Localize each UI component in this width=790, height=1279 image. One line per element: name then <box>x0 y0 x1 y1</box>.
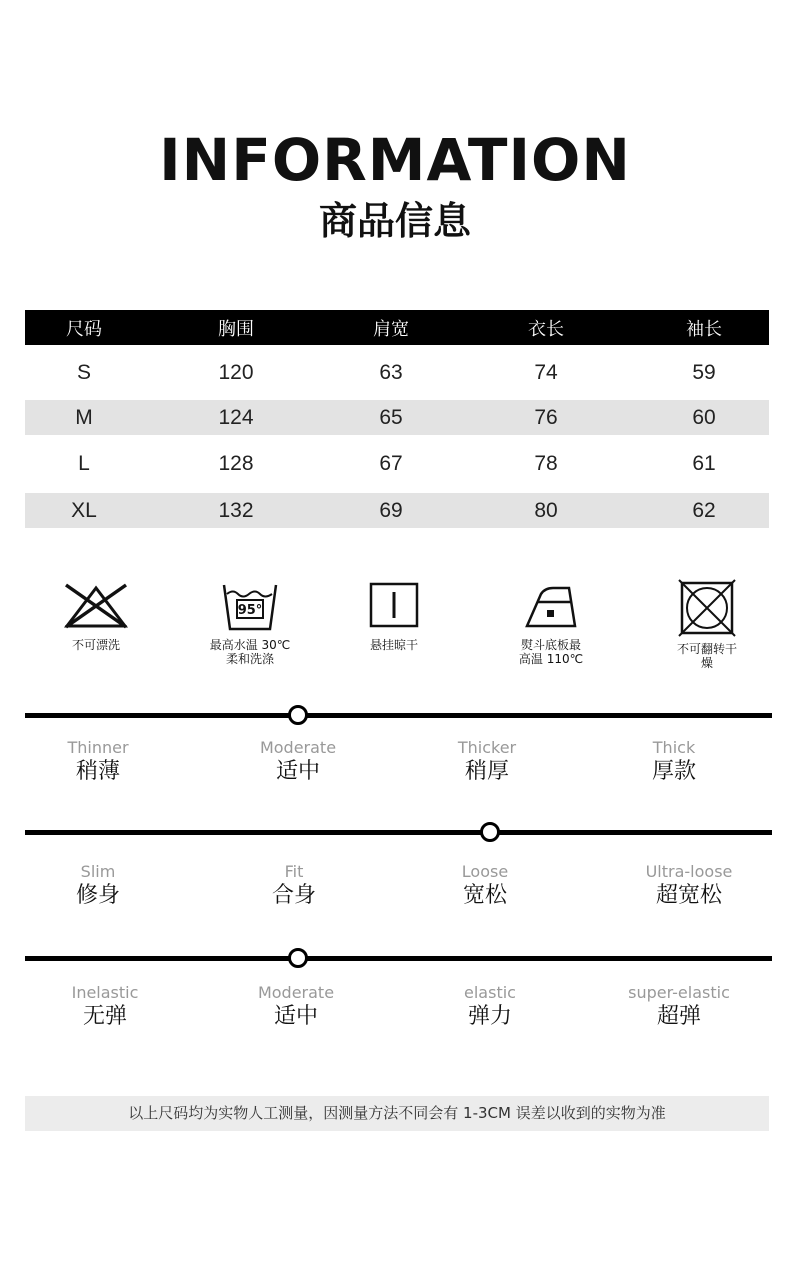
header-length: 衣长 <box>453 310 639 345</box>
header-chest: 胸围 <box>143 310 329 345</box>
option-cn: 无弹 <box>82 1004 127 1029</box>
option-en: Moderate <box>257 983 335 1002</box>
care-label: 最高水温 30℃ <box>209 638 291 652</box>
thickness-option <box>407 738 567 786</box>
elasticity-option <box>216 983 376 1031</box>
option-en: Slim <box>80 862 116 881</box>
option-en: Moderate <box>259 738 337 757</box>
option-cn: 稍厚 <box>464 759 509 784</box>
header-size: 尺码 <box>25 310 143 345</box>
cell-length: 78 <box>534 452 558 475</box>
cell-length: 76 <box>453 400 639 435</box>
thickness-scale-knob <box>288 705 308 725</box>
cell-chest: 132 <box>143 493 329 528</box>
header-shoulder: 肩宽 <box>329 310 453 345</box>
option-en: Loose <box>461 862 509 881</box>
option-en: elastic <box>464 983 516 1002</box>
header-sleeve: 袖长 <box>639 310 769 345</box>
cell-length: 74 <box>534 360 558 384</box>
wash-95-icon <box>221 582 279 632</box>
option-en: Thinner <box>67 738 129 757</box>
option-cn: 修身 <box>75 883 120 908</box>
option-en: Fit <box>284 862 304 881</box>
care-label: 悬挂晾干 <box>369 638 418 652</box>
option-cn: 超弹 <box>656 1004 701 1029</box>
care-wash <box>190 582 310 666</box>
title-cn: 商品信息 <box>318 199 471 243</box>
option-cn: 超宽松 <box>655 883 722 908</box>
fit-option <box>18 862 178 910</box>
size-table-header <box>25 310 769 345</box>
elasticity-scale-track <box>25 956 772 961</box>
cell-size: S <box>76 360 91 384</box>
cell-size: L <box>78 452 90 475</box>
cell-chest: 124 <box>143 400 329 435</box>
care-label: 燥 <box>700 656 713 670</box>
elasticity-option <box>25 983 185 1031</box>
elasticity-option <box>410 983 570 1031</box>
no-bleach-icon <box>63 582 129 630</box>
cell-sleeve: 62 <box>639 493 769 528</box>
thickness-scale-track <box>25 713 772 718</box>
care-label: 不可翻转干 <box>676 642 737 656</box>
fit-scale-track <box>25 830 772 835</box>
option-en: Ultra-loose <box>645 862 733 881</box>
cell-shoulder: 67 <box>379 452 403 475</box>
option-cn: 适中 <box>273 1004 318 1029</box>
cell-length: 80 <box>453 493 639 528</box>
option-en: Inelastic <box>71 983 139 1002</box>
elasticity-scale-knob <box>288 948 308 968</box>
option-cn: 宽松 <box>462 883 507 908</box>
fit-option <box>604 862 774 910</box>
option-en: Thick <box>652 738 696 757</box>
cell-sleeve: 60 <box>639 400 769 435</box>
size-table <box>25 310 769 528</box>
table-row <box>25 400 769 435</box>
wash-temp: 95° <box>237 603 263 618</box>
thickness-option <box>218 738 378 786</box>
cell-shoulder: 69 <box>329 493 453 528</box>
care-hang-dry <box>334 582 454 652</box>
fit-option <box>214 862 374 910</box>
option-cn: 稍薄 <box>75 759 120 784</box>
care-label: 柔和洗涤 <box>225 652 274 666</box>
table-row <box>25 435 769 493</box>
title-en: INFORMATION <box>159 126 631 194</box>
hang-dry-icon <box>369 582 419 628</box>
cell-sleeve: 59 <box>692 360 716 384</box>
cell-chest: 120 <box>218 360 254 384</box>
measurement-note: 以上尺码均为实物人工测量，因测量方法不同会有 1-3CM 误差以收到的实物为准 <box>25 1096 769 1131</box>
cell-shoulder: 63 <box>379 360 403 384</box>
option-cn: 厚款 <box>651 759 696 784</box>
cell-sleeve: 61 <box>692 452 716 475</box>
thickness-option <box>594 738 754 786</box>
option-cn: 弹力 <box>467 1004 512 1029</box>
option-en: super-elastic <box>628 983 730 1002</box>
cell-shoulder: 65 <box>329 400 453 435</box>
option-en: Thicker <box>457 738 517 757</box>
care-label: 高温 110℃ <box>518 652 584 666</box>
elasticity-option <box>589 983 769 1031</box>
iron-icon <box>523 582 579 630</box>
thickness-option <box>18 738 178 786</box>
option-cn: 合身 <box>271 883 316 908</box>
care-no-tumble-dry <box>647 578 767 670</box>
cell-chest: 128 <box>218 452 254 475</box>
care-iron <box>491 582 611 666</box>
cell-size: M <box>25 400 143 435</box>
care-label: 不可漂洗 <box>71 638 120 652</box>
care-no-bleach <box>36 582 156 652</box>
care-label: 熨斗底板最 <box>520 638 581 652</box>
fit-scale-knob <box>480 822 500 842</box>
table-row <box>25 493 769 528</box>
fit-option <box>405 862 565 910</box>
option-cn: 适中 <box>275 759 320 784</box>
table-row <box>25 345 769 400</box>
cell-size: XL <box>25 493 143 528</box>
no-tumble-dry-icon <box>677 578 737 638</box>
